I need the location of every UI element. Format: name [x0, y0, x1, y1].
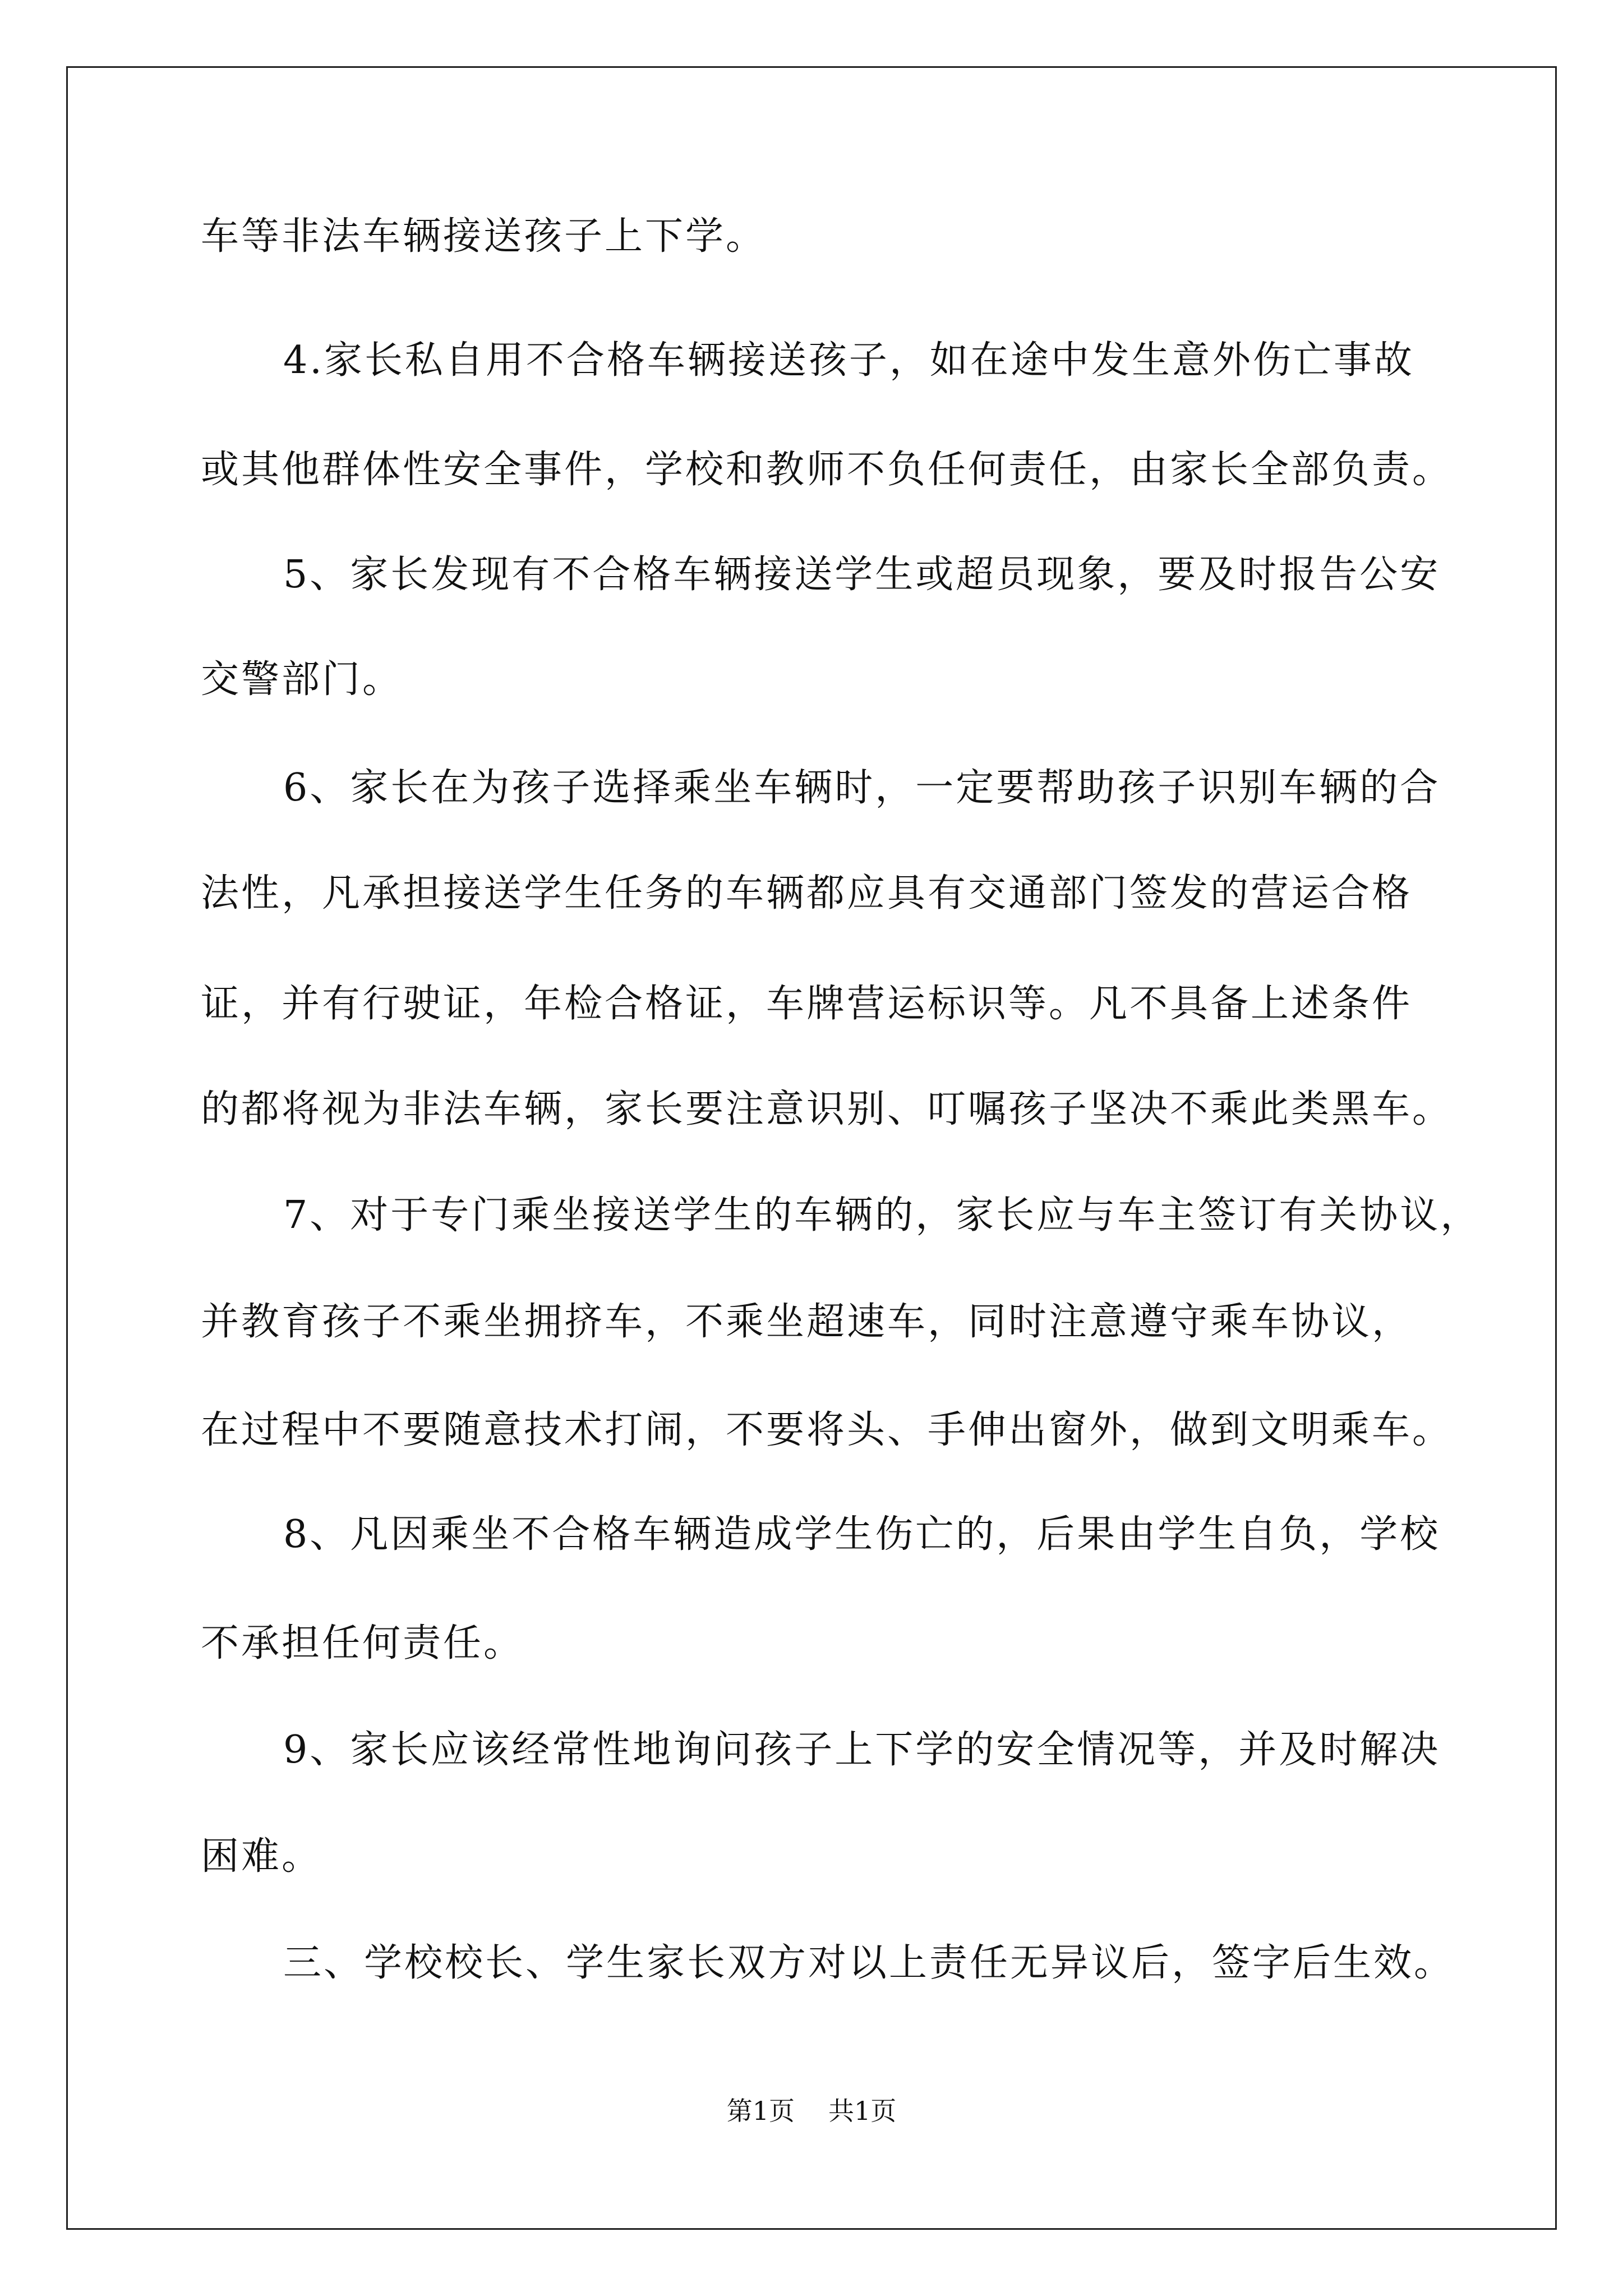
text-line: 6、家长在为孩子选择乘坐车辆时，一定要帮助孩子识别车辆的合	[283, 766, 1441, 810]
text-line: 证，并有行驶证，年检合格证，车牌营运标识等。凡不具备上述条件	[201, 982, 1413, 1026]
text-line: 并教育孩子不乘坐拥挤车，不乘坐超速车，同时注意遵守乘车协议，	[201, 1300, 1413, 1344]
text-line: 4.家长私自用不合格车辆接送孩子，如在途中发生意外伤亡事故	[283, 338, 1414, 383]
text-line: 车等非法车辆接送孩子上下学。	[201, 214, 767, 259]
page-total: 共1页	[828, 2096, 897, 2126]
text-line: 7、对于专门乘坐接送学生的车辆的，家长应与车主签订有关协议，	[283, 1193, 1481, 1237]
text-line: 法性，凡承担接送学生任务的车辆都应具有交通部门签发的营运合格	[201, 871, 1413, 915]
text-line: 三、学校校长、学生家长双方对以上责任无异议后，签字后生效。	[283, 1941, 1455, 1985]
text-line: 5、家长发现有不合格车辆接送学生或超员现象，要及时报告公安	[283, 553, 1441, 597]
page-border	[66, 66, 1557, 2230]
text-line: 交警部门。	[201, 657, 403, 702]
text-line: 8、凡因乘坐不合格车辆造成学生伤亡的，后果由学生自负，学校	[283, 1512, 1441, 1557]
text-line: 困难。	[201, 1834, 322, 1879]
text-line: 的都将视为非法车辆，家长要注意识别、叮嘱孩子坚决不乘此类黑车。	[201, 1087, 1453, 1131]
text-line: 在过程中不要随意技术打闹，不要将头、手伸出窗外，做到文明乘车。	[201, 1408, 1453, 1452]
text-line: 不承担任何责任。	[201, 1621, 524, 1665]
text-line: 9、家长应该经常性地询问孩子上下学的安全情况等，并及时解决	[283, 1728, 1441, 1772]
page-number: 第1页	[726, 2096, 795, 2126]
text-line: 或其他群体性安全事件，学校和教师不负任何责任，由家长全部负责。	[201, 448, 1453, 492]
page-footer	[0, 2095, 1623, 2127]
